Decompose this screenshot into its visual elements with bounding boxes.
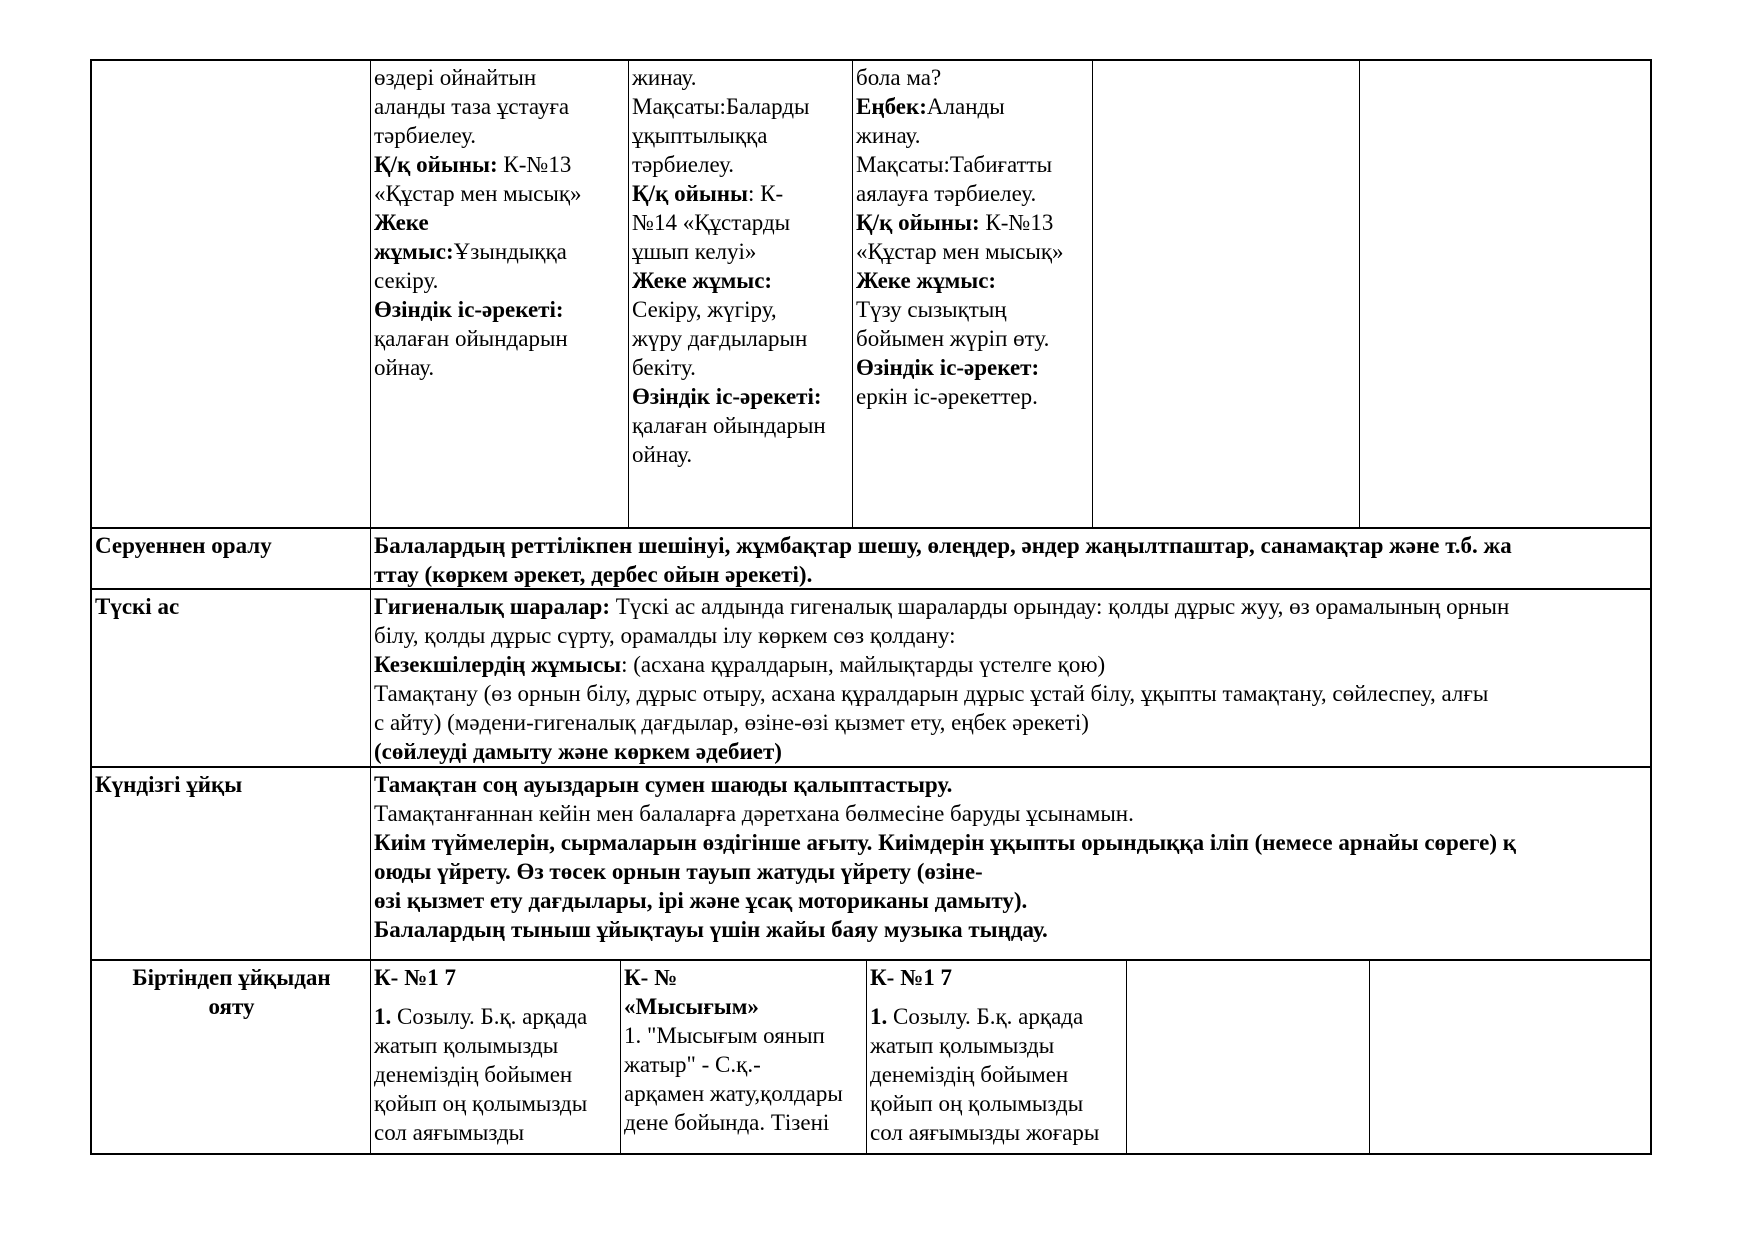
wake-label-line-2: ояту — [208, 994, 255, 1019]
text-line — [374, 92, 626, 121]
return-content — [371, 529, 1650, 588]
text-run: ойнау. — [632, 442, 693, 467]
text-line — [632, 237, 850, 266]
text-run: тәрбиелеу. — [632, 152, 735, 177]
schedule-table — [90, 59, 1652, 1155]
text-run: «Құстар мен мысық» — [374, 181, 582, 206]
wake-row — [90, 961, 1652, 1155]
text-line — [870, 1089, 1124, 1118]
text-line — [374, 121, 626, 150]
lunch-text — [374, 592, 1642, 766]
text-line — [374, 1089, 618, 1118]
text-run: ойнау. — [374, 355, 435, 380]
text-line — [632, 440, 850, 469]
text-run: дене бойында. Тізені — [624, 1110, 830, 1135]
text-run: К-№13 — [497, 152, 572, 177]
bold-label: ттау (көркем әрекет, дербес ойын әрекеті). — [374, 562, 813, 587]
text-run: жатып қолымызды — [374, 1033, 559, 1058]
text-run: жинау. — [856, 123, 921, 148]
text-line — [870, 1118, 1124, 1147]
text-run: білу, қолды дұрыс сүрту, орамалды ілу көркем сөз қолдану: — [374, 623, 956, 648]
text-run: қалаған ойындарын — [374, 326, 568, 351]
wake-col5-cell — [1127, 961, 1370, 1153]
bold-label: Киім түймелерін, сырмаларын өздігінше ағыту. Киімдерін ұқыпты орындыққа іліп (немесе арнайы сөреге) қ — [374, 830, 1517, 855]
text-line — [632, 92, 850, 121]
text-line — [870, 1060, 1124, 1089]
lunch-row — [90, 590, 1652, 768]
bold-label: Өзіндік іс-әрекет: — [856, 355, 1040, 380]
text-line — [632, 179, 850, 208]
text-line — [374, 63, 626, 92]
text-line — [856, 92, 1090, 121]
bold-label: «Мысығым» — [624, 994, 759, 1019]
text-line — [632, 353, 850, 382]
text-line — [624, 963, 864, 992]
walk-col2-cell — [371, 61, 629, 527]
bold-label: Балалардың тыныш ұйықтауы үшін жайы баяу музыка тыңдау. — [374, 917, 1048, 942]
text-run: Тамақтану (өз орнын білу, дұрыс отыру, асхана құралдарын дұрыс ұстай білу, ұқыпты тамақтану, сөйлеспеу, алғы — [374, 681, 1489, 706]
text-line — [856, 63, 1090, 92]
text-line — [632, 121, 850, 150]
text-run: жинау. — [632, 65, 697, 90]
wake-col2-text — [374, 963, 618, 1147]
text-run: өздері ойнайтын — [374, 65, 537, 90]
text-line — [856, 382, 1090, 411]
text-run: денеміздің бойымен — [374, 1062, 573, 1087]
text-run: К-№13 — [979, 210, 1054, 235]
text-line — [856, 237, 1090, 266]
bold-label: Қ/қ ойыны — [632, 181, 748, 206]
text-run: : (асхана құралдарын, майлықтарды үстелге қою) — [621, 652, 1106, 677]
bold-label: Жеке — [374, 210, 429, 235]
text-run: №14 «Құстарды — [632, 210, 791, 235]
text-run: секіру. — [374, 268, 439, 293]
walk-col4-cell — [853, 61, 1093, 527]
text-line — [374, 1031, 618, 1060]
wake-col4-cell — [867, 961, 1127, 1153]
wake-col2-cell — [371, 961, 621, 1153]
bold-label: оюды үйрету. Өз төсек орнын тауып жатуды үйрету (өзіне- — [374, 859, 983, 884]
text-line — [374, 179, 626, 208]
bold-label: Кезекшілердің жұмысы — [374, 652, 622, 677]
wake-label-cell — [92, 961, 371, 1153]
text-line — [374, 770, 1642, 799]
text-line — [632, 382, 850, 411]
text-run: аланды таза ұстауға — [374, 94, 570, 119]
nap-content — [371, 768, 1650, 959]
text-run: жүру дағдыларын — [632, 326, 808, 351]
text-run: бекіту. — [632, 355, 696, 380]
text-run: ұқыптылыққа — [632, 123, 768, 148]
text-run: Созылу. Б.қ. арқада — [391, 1004, 588, 1029]
text-run: Тамақтанғаннан кейін мен балаларға дәретхана бөлмесіне баруды ұсынамын. — [374, 801, 1134, 826]
walk-row — [90, 59, 1652, 529]
wake-col6-cell — [1370, 961, 1650, 1153]
text-run: Түзу сызықтың — [856, 297, 1007, 322]
text-line — [374, 828, 1642, 857]
text-line — [624, 992, 864, 1021]
bold-label: Балалардың реттілікпен шешінуі, жұмбақтар шешу, өлеңдер, әндер жаңылтпаштар, санамақтар және т.б. жа — [374, 533, 1512, 558]
text-line — [374, 621, 1642, 650]
text-line — [856, 353, 1090, 382]
text-line — [374, 886, 1642, 915]
text-run: : К- — [748, 181, 784, 206]
bold-label: (сөйлеуді дамыту және көркем әдебиет) — [374, 739, 782, 764]
text-run: аялауға тәрбиелеу. — [856, 181, 1037, 206]
return-row — [90, 529, 1652, 590]
walk-col3-text — [632, 63, 850, 469]
walk-col3-cell — [629, 61, 853, 527]
text-line — [856, 295, 1090, 324]
text-run: жатып қолымызды — [870, 1033, 1055, 1058]
nap-label: Күндізгі ұйқы — [92, 768, 371, 959]
text-line — [374, 592, 1642, 621]
bold-label: 1. — [374, 1004, 392, 1029]
bold-label: өзі қызмет ету дағдылары, ірі және ұсақ моториканы дамыту). — [374, 888, 1028, 913]
text-run: 1. "Мысығым оянып — [624, 1023, 825, 1048]
text-line — [374, 857, 1642, 886]
text-run: Ұзындыққа — [453, 239, 567, 264]
text-run: бола ма? — [856, 65, 942, 90]
text-run: Секіру, жүгіру, — [632, 297, 777, 322]
text-line — [374, 1002, 618, 1031]
text-run: жатыр" - С.қ.- — [624, 1052, 761, 1077]
text-run: бойымен жүріп өту. — [856, 326, 1050, 351]
text-run: Созылу. Б.қ. арқада — [887, 1004, 1084, 1029]
text-line — [374, 150, 626, 179]
nap-row — [90, 768, 1652, 961]
bold-label: Өзіндік іс-әрекеті: — [632, 384, 822, 409]
bold-label: Тамақтан соң ауыздарын сумен шаюды қалыптастыру. — [374, 772, 953, 797]
text-run: еркін іс-әрекеттер. — [856, 384, 1038, 409]
text-run: қалаған ойындарын — [632, 413, 826, 438]
text-line — [374, 679, 1642, 708]
text-line — [856, 208, 1090, 237]
bold-label: К- №1 7 — [374, 965, 456, 990]
text-run: с айту) (мәдени-гигеналық дағдылар, өзіне-өзі қызмет ету, еңбек әрекеті) — [374, 710, 1089, 735]
bold-label: К- № — [624, 965, 678, 990]
text-line — [374, 353, 626, 382]
lunch-content — [371, 590, 1650, 766]
text-run: қойып оң қолымызды — [374, 1091, 588, 1116]
text-run: сол аяғымызды жоғары — [870, 1120, 1100, 1145]
text-line — [870, 1031, 1124, 1060]
bold-label: Гигиеналық шаралар: — [374, 594, 610, 619]
wake-col4-text — [870, 963, 1124, 1147]
bold-label: Жеке жұмыс: — [856, 268, 997, 293]
wake-col3-text — [624, 963, 864, 1137]
text-run: тәрбиелеу. — [374, 123, 477, 148]
bold-label: К- №1 7 — [870, 965, 952, 990]
text-line — [632, 295, 850, 324]
text-line — [374, 324, 626, 353]
nap-text — [374, 770, 1642, 944]
walk-col2-text — [374, 63, 626, 382]
text-run: қойып оң қолымызды — [870, 1091, 1084, 1116]
text-line — [374, 560, 1642, 588]
text-run: ұшып келуі» — [632, 239, 757, 264]
text-line — [374, 237, 626, 266]
bold-label: Еңбек: — [856, 94, 927, 119]
bold-label: Қ/қ ойыны: — [374, 152, 498, 177]
text-line — [374, 1118, 618, 1147]
text-line — [624, 1079, 864, 1108]
text-run: Түскі ас алдында гигеналық шараларды орындау: қолды дұрыс жуу, өз орамалының орнын — [610, 594, 1510, 619]
wake-col3-cell — [621, 961, 867, 1153]
text-line — [632, 208, 850, 237]
walk-col6-cell — [1360, 61, 1650, 527]
text-run: Мақсаты:Табиғатты — [856, 152, 1053, 177]
bold-label: Өзіндік іс-әрекеті: — [374, 297, 564, 322]
text-run: «Құстар мен мысық» — [856, 239, 1064, 264]
text-line — [632, 266, 850, 295]
text-line — [856, 266, 1090, 295]
text-run: Мақсаты:Баларды — [632, 94, 810, 119]
text-line — [632, 63, 850, 92]
text-line — [374, 1060, 618, 1089]
wake-label-line-1: Біртіндеп ұйқыдан — [132, 965, 331, 990]
text-line — [632, 150, 850, 179]
text-line — [374, 295, 626, 324]
text-line — [856, 121, 1090, 150]
text-line — [632, 411, 850, 440]
text-line — [856, 150, 1090, 179]
bold-label: Жеке жұмыс: — [632, 268, 773, 293]
text-line — [624, 1108, 864, 1137]
text-line — [624, 1050, 864, 1079]
text-line — [374, 266, 626, 295]
text-line — [374, 531, 1642, 560]
return-text — [374, 531, 1642, 588]
text-run: денеміздің бойымен — [870, 1062, 1069, 1087]
text-line — [870, 963, 1124, 992]
walk-label-cell — [92, 61, 371, 527]
text-line — [856, 324, 1090, 353]
text-run: арқамен жату,қолдары — [624, 1081, 843, 1106]
text-line — [632, 324, 850, 353]
text-line — [856, 179, 1090, 208]
bold-label: Қ/қ ойыны: — [856, 210, 980, 235]
bold-label: 1. — [870, 1004, 888, 1029]
lunch-label: Түскі ас — [92, 590, 371, 766]
text-line — [374, 963, 618, 992]
text-run: Аланды — [926, 94, 1005, 119]
text-line — [374, 708, 1642, 737]
text-line — [374, 737, 1642, 766]
text-line — [374, 208, 626, 237]
walk-col4-text — [856, 63, 1090, 411]
text-line — [870, 1002, 1124, 1031]
return-label: Серуеннен оралу — [92, 529, 371, 588]
text-line — [374, 915, 1642, 944]
bold-label: жұмыс: — [374, 239, 454, 264]
text-line — [374, 650, 1642, 679]
text-line — [374, 799, 1642, 828]
walk-col5-cell — [1093, 61, 1360, 527]
text-run: сол аяғымызды — [374, 1120, 525, 1145]
text-line — [624, 1021, 864, 1050]
